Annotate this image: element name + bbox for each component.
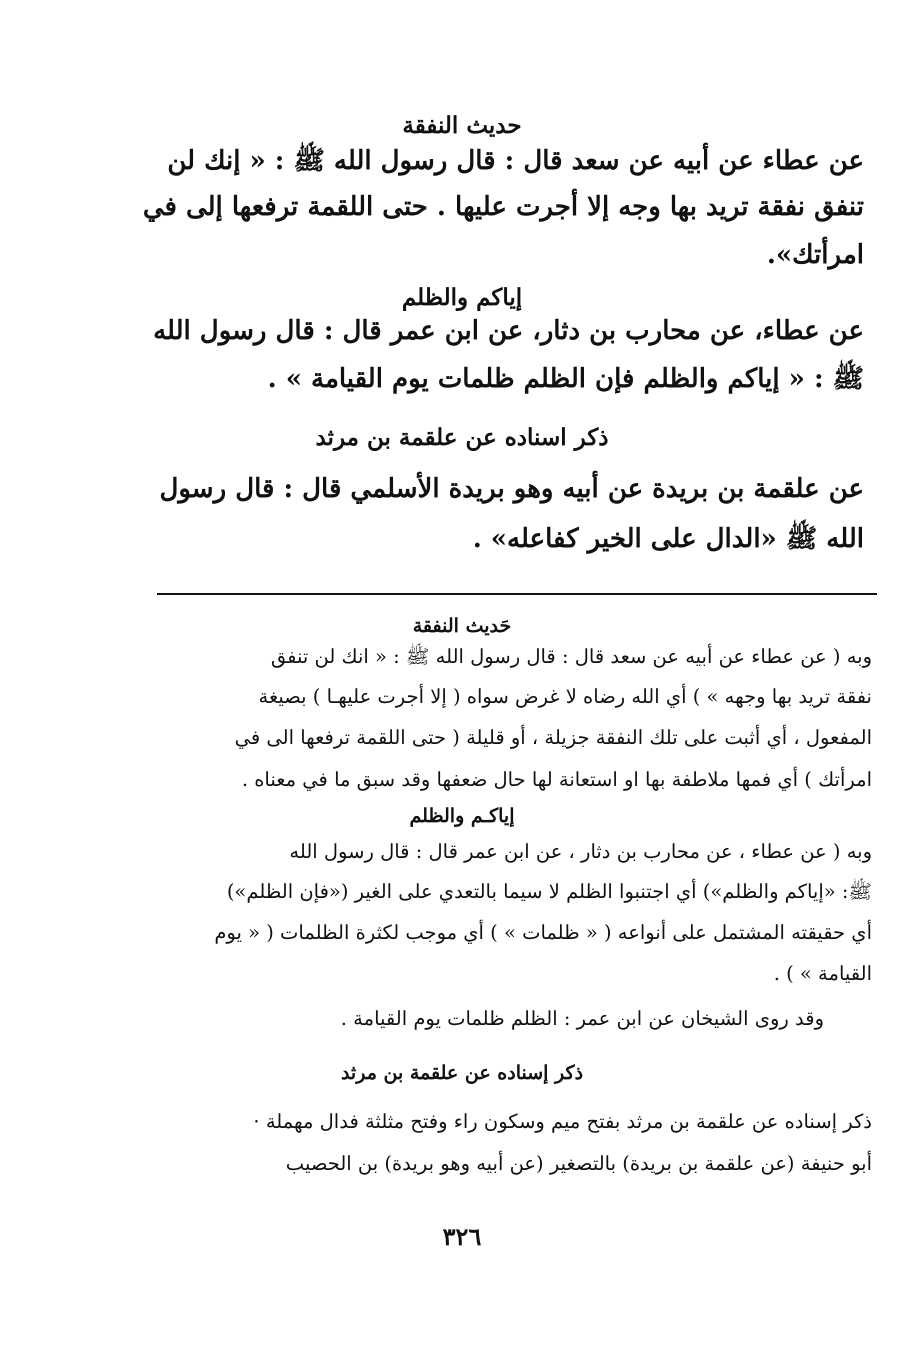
commentary-line: وبه ( عن عطاء ، عن محارب بن دثار ، عن ابن عمر قال : قال رسول الله	[289, 840, 872, 863]
text-line: امرأتك».	[766, 240, 864, 270]
text-line: عن علقمة بن بريدة عن أبيه وهو بريدة الأسلمي قال : قال رسول	[159, 474, 864, 504]
commentary-line: وقد روى الشيخان عن ابن عمر : الظلم ظلمات يوم القيامة .	[340, 1007, 824, 1030]
commentary-line: القيامة » ) .	[773, 962, 872, 985]
commentary-line: أبو حنيفة (عن علقمة بن بريدة) بالتصغير (عن أبيه وهو بريدة) بن الحصيب	[285, 1152, 872, 1175]
text-line: عن عطاء عن أبيه عن سعد قال : قال رسول الله ﷺ : « إنك لن	[167, 146, 864, 176]
text-line: ﷺ : « إياكم والظلم فإن الظلم ظلمات يوم القيامة » .	[267, 364, 864, 394]
commentary-line: نفقة تريد بها وجهه » ) أي الله رضاه لا غرض سواه ( إلا أجرت عليهـا ) بصيغة	[258, 685, 872, 708]
text-line: عن عطاء، عن محارب بن دثار، عن ابن عمر قال : قال رسول الله	[153, 316, 864, 346]
commentary-title-alqama: ذكر إسناده عن علقمة بن مرثد	[340, 1062, 584, 1084]
commentary-title-nafaqa: حَديث النفقة	[412, 615, 512, 637]
commentary-line: وبه ( عن عطاء عن أبيه عن سعد قال : قال رسول الله ﷺ : « انك لن تنفق	[270, 645, 872, 668]
page-number: ٣٢٦	[442, 1222, 482, 1251]
commentary-title-zulm: إياكـم والظلم	[409, 805, 515, 827]
commentary-line: امرأتك ) أي فمها ملاطفة بها او استعانة لها حال ضعفها وقد سبق ما في معناه .	[241, 768, 872, 791]
text-line: تنفق نفقة تريد بها وجه إلا أجرت عليها . حتى اللقمة ترفعها إلى في	[142, 192, 864, 222]
commentary-line: ذكر إسناده عن علقمة بن مرثد بفتح ميم وسكون راء وفتح مثلثة فدال مهملة ·	[253, 1110, 872, 1133]
commentary-line: ﷺ: «إياكم والظلم») أي اجتنبوا الظلم لا سيما بالتعدي على الغير («فإن الظلم»)	[226, 880, 872, 903]
footnote-divider	[157, 593, 877, 595]
text-line: الله ﷺ «الدال على الخير كفاعله» .	[472, 524, 864, 554]
section-title-zulm: إياكم والظلم	[401, 284, 523, 311]
section-title-nafaqa: حديث النفقة	[402, 112, 522, 139]
commentary-line: المفعول ، أي أثبت على تلك النفقة جزيلة ، أو قليلة ( حتى اللقمة ترفعها الى في	[234, 726, 872, 749]
section-title-alqama: ذكر اسناده عن علقمة بن مرثد	[315, 424, 609, 451]
commentary-line: أي حقيقته المشتمل على أنواعه ( « ظلمات » ) أي موجب لكثرة الظلمات ( « يوم	[214, 921, 872, 944]
